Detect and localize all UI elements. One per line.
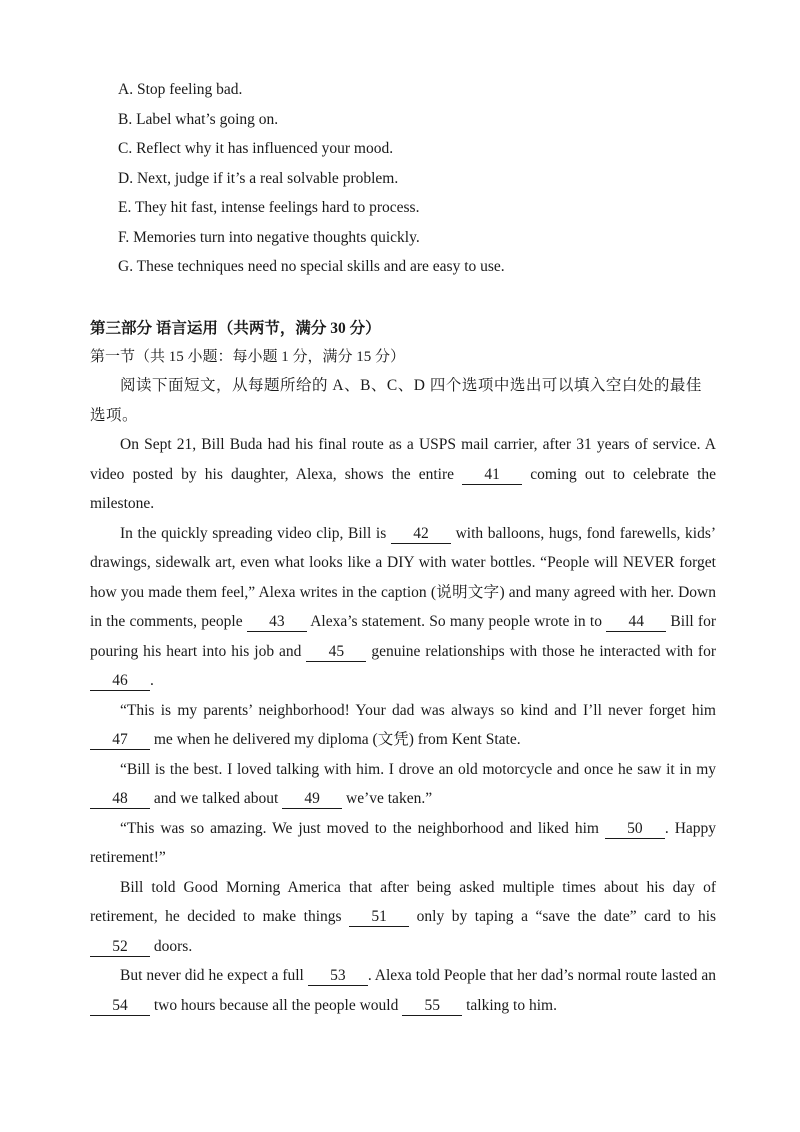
text: . Happy retirement!” <box>90 819 717 866</box>
answer-options <box>118 79 505 286</box>
text: talking to him. <box>466 996 557 1014</box>
text: me when he delivered my diploma (文凭) from Kent State. <box>153 731 521 748</box>
paragraph-1 <box>90 430 716 519</box>
section-title: 第三部分 语言运用（共两节，满分 30 分） <box>90 320 381 337</box>
blank-41[interactable]: 41 <box>462 466 522 485</box>
blank-51[interactable]: 51 <box>349 908 409 927</box>
text: “This is my parents’ neighborhood! Your dad was always so kind and I’ll never forget him <box>120 701 716 719</box>
text: genuine relationships with those he interacted with for <box>371 642 717 660</box>
blank-50[interactable]: 50 <box>605 820 665 839</box>
blank-52[interactable]: 52 <box>90 938 150 957</box>
blank-45[interactable]: 45 <box>306 643 366 662</box>
option-d: D. Next, judge if it’s a real solvable problem. <box>118 169 399 187</box>
text: In the quickly spreading video clip, Bill is <box>120 524 387 542</box>
blank-54[interactable]: 54 <box>90 997 150 1016</box>
blank-43[interactable]: 43 <box>247 613 307 632</box>
blank-48[interactable]: 48 <box>90 790 150 809</box>
text: On Sept 21, Bill Buda had his final route as a USPS mail carrier, after 31 years of service. A video posted by his daughter, Alexa, shows the entire <box>90 436 716 483</box>
paragraph-6 <box>90 873 716 962</box>
instruction: 阅读下面短文，从每题所给的 A、B、C、D 四个选项中选出可以填入空白处的最佳选项。 <box>90 377 702 424</box>
text: Alexa’s statement. So many people wrote in to <box>310 613 602 630</box>
option-e: E. They hit fast, intense feelings hard to process. <box>118 199 420 216</box>
paragraph-5 <box>90 814 716 873</box>
text: with balloons, hugs, fond farewells, kids’ drawings, sidewalk art, even what looks like a DIY with water bottles. “People will NEVER forget how you made them feel,” Alexa writes in the caption (说明文字) and many agreed with her. Down in the comments, people <box>90 524 717 630</box>
text: and we talked about <box>153 790 279 807</box>
option-c: C. Reflect why it has influenced your mood. <box>118 140 394 157</box>
option-b: B. Label what’s going on. <box>118 110 279 128</box>
paragraph-2 <box>90 519 716 696</box>
blank-44[interactable]: 44 <box>606 613 666 632</box>
text: doors. <box>153 937 193 955</box>
paragraph-4 <box>90 755 716 814</box>
paragraph-7 <box>90 961 716 1020</box>
option-a: A. Stop feeling bad. <box>118 81 243 98</box>
text: coming out to celebrate the milestone. <box>90 465 717 512</box>
subsection-title: 第一节（共 15 小题：每小题 1 分，满分 15 分） <box>90 349 406 365</box>
text: “Bill is the best. I loved talking with him. I drove an old motorcycle and once he saw it in my <box>120 760 716 778</box>
blank-42[interactable]: 42 <box>391 525 451 544</box>
blank-55[interactable]: 55 <box>402 997 462 1016</box>
text: . <box>150 672 154 689</box>
blank-46[interactable]: 46 <box>90 672 150 691</box>
text: . Alexa told People that her dad’s normal route lasted an <box>367 967 716 984</box>
blank-53[interactable]: 53 <box>308 967 368 986</box>
blank-47[interactable]: 47 <box>90 731 150 750</box>
text: we’ve taken.” <box>346 790 433 807</box>
option-g: G. These techniques need no special skills and are easy to use. <box>118 258 505 275</box>
text: But never did he expect a full <box>120 967 304 984</box>
text: two hours because all the people would <box>153 996 399 1014</box>
text: Bill for pouring his heart into his job and <box>90 613 716 660</box>
blank-49[interactable]: 49 <box>282 790 342 809</box>
paragraph-3 <box>90 696 716 755</box>
cloze-passage <box>90 371 716 1020</box>
option-f: F. Memories turn into negative thoughts quickly. <box>118 228 420 246</box>
text: only by taping a “save the date” card to his <box>416 908 717 925</box>
text: “This was so amazing. We just moved to the neighborhood and liked him <box>120 819 599 837</box>
text: Bill told Good Morning America that after being asked multiple times about his day of retirement, he decided to make things <box>90 878 716 925</box>
